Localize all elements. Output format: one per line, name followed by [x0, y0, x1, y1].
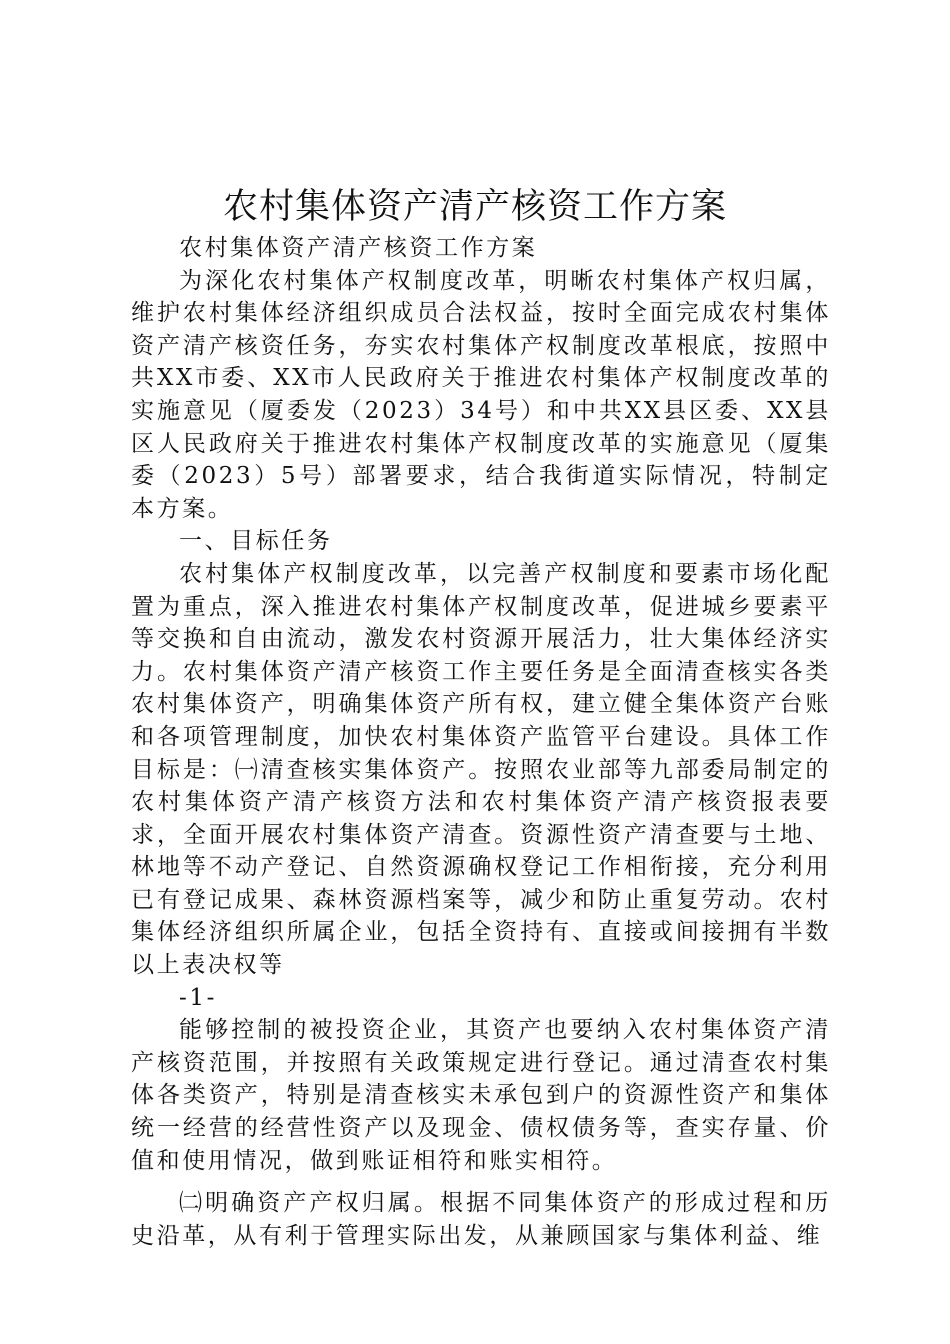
paragraph-goals: 农村集体产权制度改革，以完善产权制度和要素市场化配置为重点，深入推进农村集体产权制度改革，促进城乡要素平等交换和自由流动，激发农村资源开展活力，壮大集体经济实力。农村集体资产清产核资工作主要任务是全面清查核实各类农村集体资产，明确集体资产所有权，建立健全集体资产台账和各项管理制度，加快农村集体资产监管平台建设。具体工作目标是：㈠清查核实集体资产。按照农业部等九部委局制定的农村集体资产清产核资方法和农村集体资产清产核资报表要求，全面开展农村集体资产清查。资源性资产清查要与土地、林地等不动产登记、自然资源确权登记工作相衔接，充分利用已有登记成果、森林资源档案等，减少和防止重复劳动。农村集体经济组织所属企业，包括全资持有、直接或间接拥有半数以上表决权等 [131, 560, 831, 979]
document-title: 农村集体资产清产核资工作方案 [222, 187, 727, 227]
paragraph-subtitle: 农村集体资产清产核资工作方案 [179, 235, 538, 261]
document-body [131, 232, 831, 1252]
page-number: -1- [179, 984, 217, 1011]
paragraph-ownership: ㈡明确资产产权归属。根据不同集体资产的形成过程和历史沿革，从有利于管理实际出发，从兼顾国家与集体利益、维 [131, 1190, 831, 1249]
paragraph-intro: 为深化农村集体产权制度改革，明晰农村集体产权归属，维护农村集体经济组织成员合法权益，按时全面完成农村集体资产清产核资任务，夯实农村集体产权制度改革根底，按照中共XX市委、XX市人民政府关于推进农村集体产权制度改革的实施意见（厦委发（2023）34号）和中共XX县区委、XX县区人民政府关于推进农村集体产权制度改革的实施意见（厦集委（2023）5号）部署要求，结合我街道实际情况，特制定本方案。 [131, 267, 831, 522]
paragraph-continued: 能够控制的被投资企业，其资产也要纳入农村集体资产清产核资范围，并按照有关政策规定进行登记。通过清查农村集体各类资产，特别是清查核实未承包到户的资源性资产和集体统一经营的经营性资产以及现金、债权债务等，查实存量、价值和使用情况，做到账证相符和账实相符。 [131, 1017, 831, 1174]
section-heading-goals: 一、目标任务 [179, 528, 333, 555]
